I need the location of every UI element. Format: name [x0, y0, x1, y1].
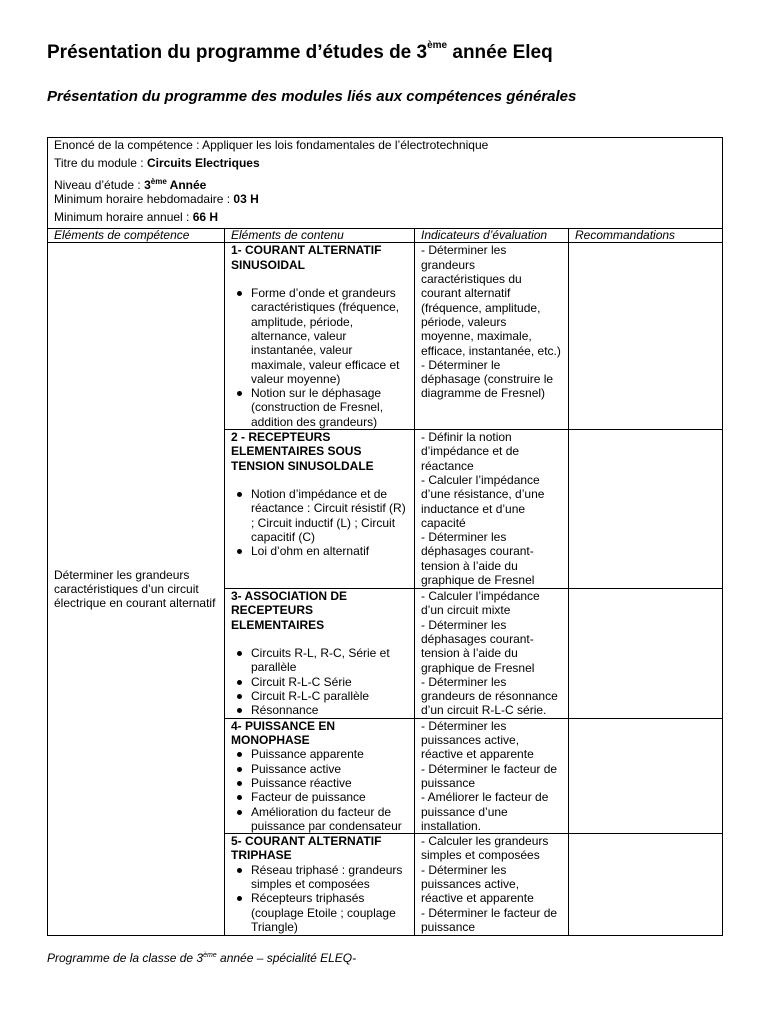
list-item: Forme d’onde et grandeurs caractéristiques (fréquence, amplitude, période, alternance, valeur instantanée, valeur maximale, valeur efficace et valeur moyenne) [251, 286, 408, 386]
module-info-row [48, 138, 723, 229]
section-title: 3- ASSOCIATION DE RECEPTEURS ELEMENTAIRES [231, 589, 348, 632]
indicator-cell: - Déterminer les grandeurs caractéristiques du courant alternatif (fréquence, amplitude, période, valeurs moyenne, maximale, efficace, instantanée, etc.) - Déterminer le déphasage (construire le diagramme de Fresnel) [415, 243, 569, 430]
indicator-cell: - Calculer l’impédance d’un circuit mixte - Déterminer les déphasages courant-tension à l’aide du graphique de Fresnel - Déterminer les grandeurs de résonnance d’un circuit R-L-C série. [415, 589, 569, 719]
indicator-cell: - Définir la notion d’impédance et de réactance - Calculer l’impédance d’une résistance, d’une inductance et d’une capacité - Déterminer les déphasages courant-tension à l’aide du graphique de Fresnel [415, 430, 569, 589]
list-item: Puissance apparente [251, 747, 408, 761]
list-item: Notion d’impédance et de réactance : Circuit résistif (R) ; Circuit inductif (L) ; Circuit capacitif (C) [251, 487, 408, 544]
section-title: 1- COURANT ALTERNATIF SINUSOIDAL [231, 243, 382, 272]
column-header-row [48, 229, 723, 243]
list-item: Puissance réactive [251, 776, 408, 790]
content-cell [225, 430, 415, 589]
content-list [231, 863, 408, 934]
section-title: 5- COURANT ALTERNATIF TRIPHASE [231, 834, 382, 863]
competence-element-cell: Déterminer les grandeurs caractéristiques d’un circuit électrique en courant alternatif [48, 243, 225, 936]
sections-body [48, 243, 723, 936]
content-list [231, 487, 408, 558]
module-info-cell [48, 138, 723, 229]
content-cell [225, 589, 415, 719]
module-table [47, 137, 723, 936]
recommendation-cell [569, 589, 723, 719]
column-header: Eléments de contenu [225, 229, 415, 243]
level-line: Niveau d’étude : 3ème Année [54, 176, 207, 192]
recommendation-cell [569, 430, 723, 589]
content-list [231, 646, 408, 717]
column-header: Indicateurs d’évaluation [415, 229, 569, 243]
list-item: Résonnance [251, 703, 408, 717]
recommendation-cell [569, 718, 723, 833]
indicator-cell: - Calculer les grandeurs simples et composées - Déterminer les puissances active, réactive et apparente - Déterminer le facteur de puissance [415, 834, 569, 936]
list-item: Notion sur le déphasage (construction de Fresnel, addition des grandeurs) [251, 386, 408, 429]
content-cell [225, 243, 415, 430]
module-title-line: Titre du module : Circuits Electriques [54, 156, 260, 171]
page-subtitle: Présentation du programme des modules liés aux compétences générales [47, 88, 577, 105]
column-header: Eléments de compétence [48, 229, 225, 243]
content-cell [225, 718, 415, 833]
list-item: Loi d’ohm en alternatif [251, 544, 408, 558]
weekly-hours-line: Minimum horaire hebdomadaire : 03 H [54, 191, 259, 206]
list-item: Amélioration du facteur de puissance par condensateur [251, 805, 408, 834]
recommendation-cell [569, 834, 723, 936]
spacer [231, 473, 408, 487]
annual-hours-line: Minimum horaire annuel : 66 H [54, 210, 219, 225]
spacer [231, 632, 408, 646]
page-footer: Programme de la classe de 3ème année – spécialité ELEQ- [47, 951, 357, 965]
column-header: Recommandations [569, 229, 723, 243]
section-title: 4- PUISSANCE EN MONOPHASE [231, 718, 336, 748]
recommendation-cell [569, 243, 723, 430]
list-item: Puissance active [251, 762, 408, 776]
section-title: 2 - RECEPTEURS ELEMENTAIRES SOUS TENSION SINUSOLDALE [231, 430, 374, 473]
list-item: Circuits R-L, R-C, Série et parallèle [251, 646, 408, 675]
competence-line: Enoncé de la compétence : Appliquer les lois fondamentales de l’électrotechnique [54, 138, 489, 152]
page-title: Présentation du programme d’études de 3ème année Eleq [47, 40, 553, 63]
content-cell [225, 834, 415, 936]
spacer [231, 272, 408, 286]
list-item: Circuit R-L-C Série [251, 675, 408, 689]
section-row [48, 243, 723, 430]
list-item: Circuit R-L-C parallèle [251, 689, 408, 703]
content-list [231, 286, 408, 429]
list-item: Récepteurs triphasés (couplage Etoile ; couplage Triangle) [251, 891, 408, 934]
list-item: Facteur de puissance [251, 790, 408, 804]
list-item: Réseau triphasé : grandeurs simples et composées [251, 863, 408, 892]
content-list [231, 747, 408, 833]
indicator-cell: - Déterminer les puissances active, réactive et apparente - Déterminer le facteur de puissance - Améliorer le facteur de puissance d’une installation. [415, 718, 569, 833]
